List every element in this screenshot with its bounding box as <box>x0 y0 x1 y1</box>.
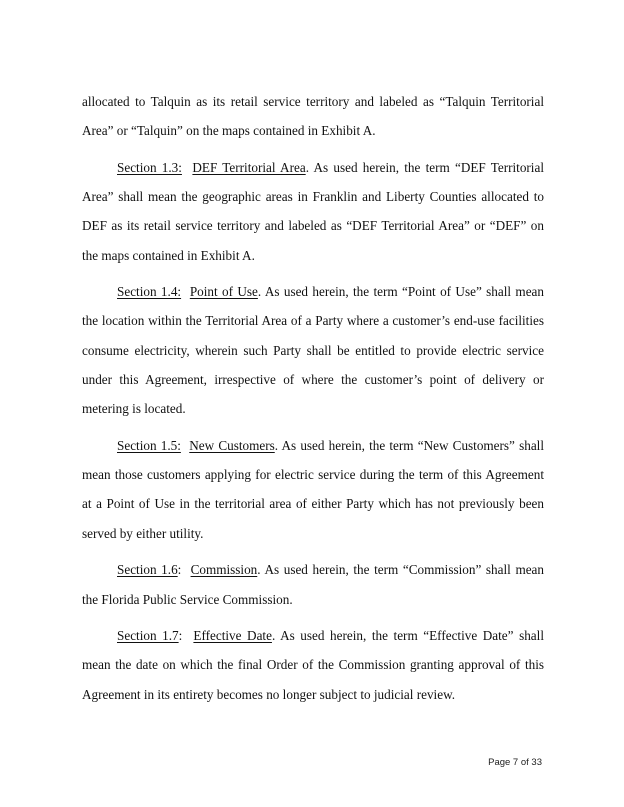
section-title: Effective Date <box>193 627 272 643</box>
page-number: Page 7 of 33 <box>488 757 542 768</box>
section-body: . As used herein, the term “Effective Date” shall mean the date on which the final Order of the Commission granting approval of this Agreement in its entirety becomes no longer subject to judicial review. <box>82 627 544 702</box>
section-body: . As used herein, the term “Point of Use” shall mean the location within the Territorial Area of a Party where a customer’s end-use facilities consume electricity, wherein such Party shall be entitled to provide electric service under this Agreement, irrespective of where the customer’s point of delivery or metering is located. <box>82 284 544 417</box>
section-1-7-paragraph: Section 1.7: Effective Date. As used herein, the term “Effective Date” shall mean the date on which the final Order of the Commission granting approval of this Agreement in its entirety becomes no longer subject to judicial review. <box>82 627 544 702</box>
document-body <box>82 87 544 716</box>
section-1-6-paragraph: Section 1.6: Commission. As used herein, the term “Commission” shall mean the Florida Public Service Commission. <box>82 562 544 607</box>
section-1-3-paragraph <box>82 153 544 270</box>
section-body: . As used herein, the term “New Customers” shall mean those customers applying for electric service during the term of this Agreement at a Point of Use in the territorial area of either Party which has not previously been served by either utility. <box>82 437 544 541</box>
section-number: Section 1.4: <box>117 284 182 300</box>
section-title: New Customers <box>189 437 275 453</box>
section-number: Section 1.6 <box>117 562 178 578</box>
section-1-5-paragraph <box>82 431 544 548</box>
continuation-paragraph: allocated to Talquin as its retail service territory and labeled as “Talquin Territorial Area” or “Talquin” on the maps contained in Exhibit A. <box>82 94 544 139</box>
section-title: DEF Territorial Area <box>192 159 306 175</box>
section-title: Commission <box>190 562 258 578</box>
section-body: . As used herein, the term “DEF Territorial Area” shall mean the geographic areas in Franklin and Liberty Counties allocated to DEF as its retail service territory and labeled as “DEF Territorial Area” or “DEF” on the maps contained in Exhibit A. <box>82 159 544 263</box>
section-1-4-paragraph <box>82 277 544 423</box>
section-body: . As used herein, the term “Commission” shall mean the Florida Public Service Commission. <box>82 562 544 607</box>
section-number: Section 1.7 <box>117 627 179 643</box>
section-title: Point of Use <box>189 284 258 300</box>
section-number: Section 1.5: <box>117 437 181 453</box>
section-number: Section 1.3: <box>117 159 182 175</box>
